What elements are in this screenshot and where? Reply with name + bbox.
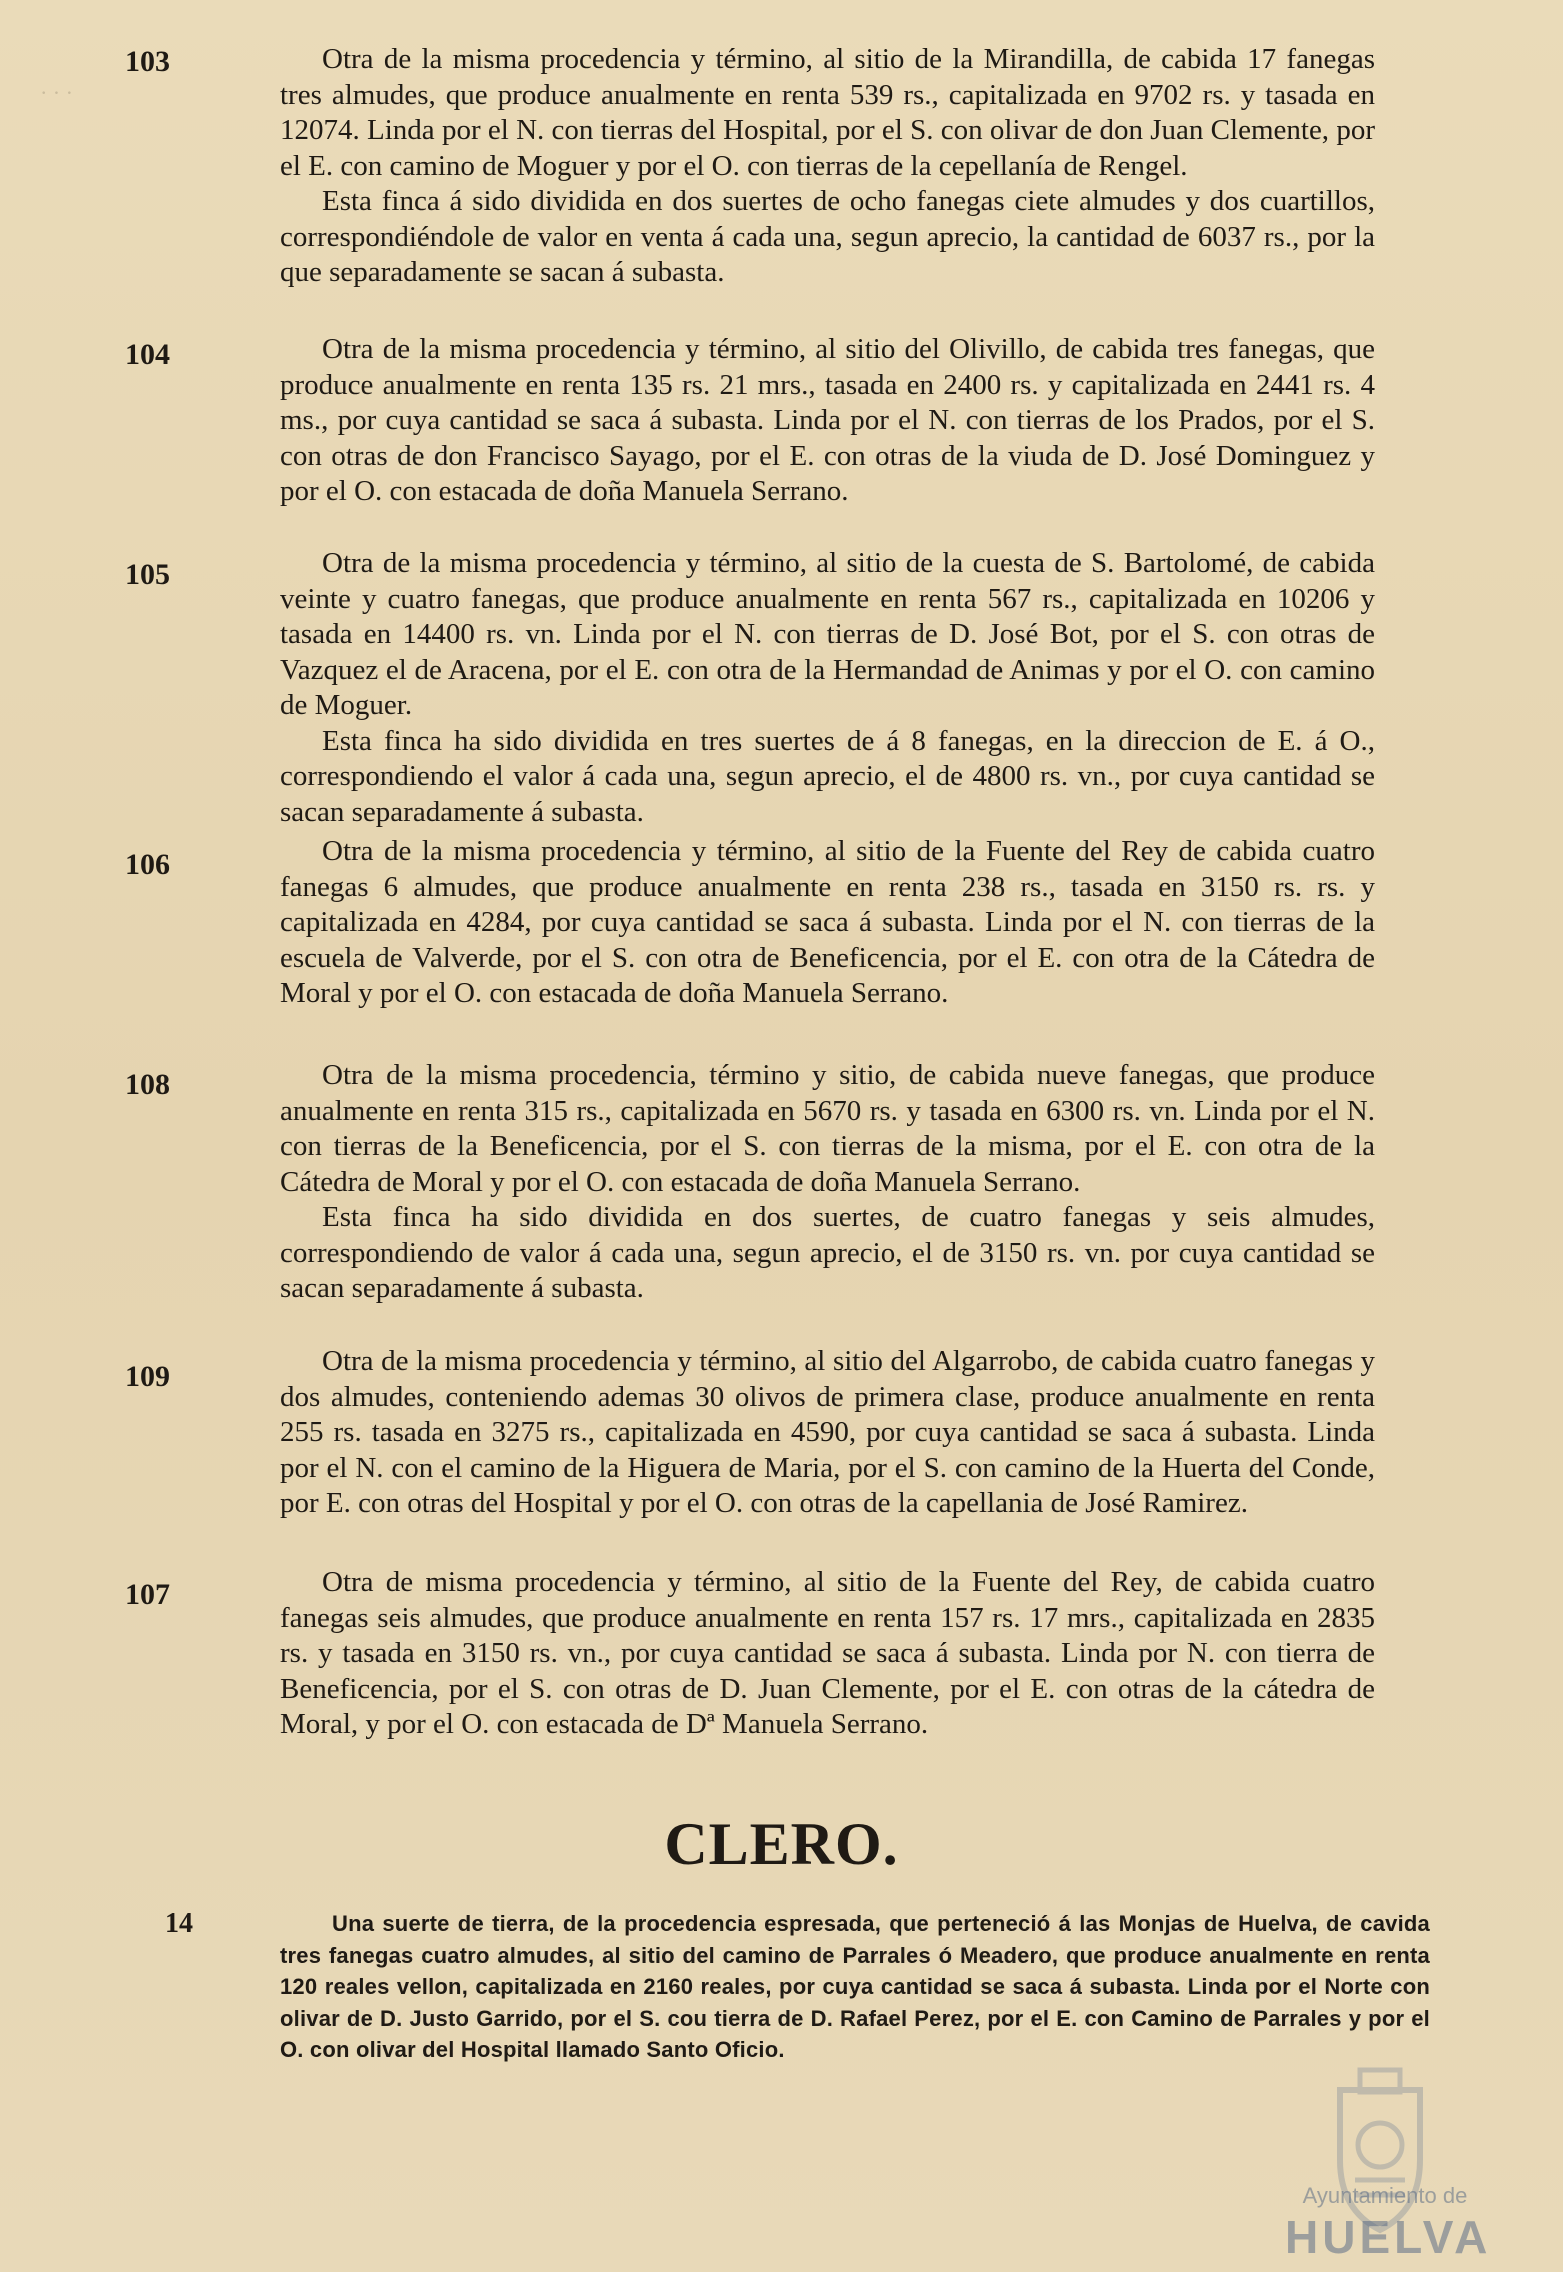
lot-number: 104 <box>125 338 170 371</box>
lot-description <box>280 1344 1375 1522</box>
lot-paragraph: Otra de misma procedencia y término, al sitio de la Fuente del Rey, de cabida cuatro fanegas seis almudes, que produce anualmente en renta 157 rs. 17 mrs., capitalizada en 2835 rs. y tasada en 3150 rs. vn., por cuya cantidad se saca á subasta. Linda por N. con tierra de Beneficencia, por el S. con otras de D. Juan Clemente, por el E. con otras de la cátedra de Moral, y por el O. con estacada de Dª Manuela Serrano. <box>280 1566 1375 1740</box>
lot-paragraph: Otra de la misma procedencia y término, al sitio de la Fuente del Rey de cabida cuatro fanegas 6 almudes, que produce anualmente en renta 238 rs., tasada en 3150 rs. rs. y capitalizada en 4284, por cuya cantidad se saca á subasta. Linda por el N. con tierras de la escuela de Valverde, por el S. con otra de Beneficencia, por el E. con otra de la Cátedra de Moral y por el O. con estacada de doña Manuela Serrano. <box>280 835 1375 1009</box>
lot-number: 105 <box>125 558 170 591</box>
lot-number: 106 <box>125 848 170 881</box>
bleed-through-text: · · · <box>40 80 73 105</box>
lot-number: 108 <box>125 1068 170 1101</box>
clero-lot-description: Una suerte de tierra, de la procedencia espresada, que perteneció á las Monjas de Huelva, de cavida tres fanegas cuatro almudes, al sitio del camino de Parrales ó Meadero, que produce anualmente en renta 120 reales vellon, capitalizada en 2160 reales, por cuya cantidad se saca á subasta. Linda por el Norte con olivar de D. Justo Garrido, por el S. cou tierra de D. Rafael Perez, por el E. con Camino de Parrales y por el O. con olivar del Hospital llamado Santo Oficio. <box>280 1911 1430 2062</box>
lot-description <box>280 42 1375 291</box>
lot-paragraph: Esta finca ha sido dividida en tres suertes de á 8 fanegas, en la direccion de E. á O., correspondiendo el valor á cada una, segun aprecio, el de 4800 rs. vn., por cuya cantidad se sacan separadamente á subasta. <box>280 724 1375 828</box>
watermark-line-1: Ayuntamiento de <box>1302 2183 1468 2208</box>
lot-number: 103 <box>125 45 170 78</box>
lot-description <box>280 1565 1375 1743</box>
lot-description <box>280 1058 1375 1307</box>
lot-description <box>280 332 1375 510</box>
lot-paragraph: Otra de la misma procedencia y término, al sitio de la Mirandilla, de cabida 17 fanegas tres almudes, que produce anualmente en renta 539 rs., capitalizada en 9702 rs. y tasada en 12074. Linda por el N. con tierras del Hospital, por el S. con olivar de don Juan Clemente, por el E. con camino de Moguer y por el O. con tierras de la cepellanía de Rengel. <box>280 43 1375 182</box>
lot-number: 14 <box>165 1908 193 1939</box>
lot-description <box>280 546 1375 830</box>
lot-paragraph: Esta finca ha sido dividida en dos suertes, de cuatro fanegas y seis almudes, correspondiendo de valor á cada una, segun aprecio, el de 3150 rs. vn. por cuya cantidad se sacan separadamente á subasta. <box>280 1201 1375 1304</box>
watermark-line-2: HUELVA <box>1285 2211 1492 2263</box>
section-title: CLERO. <box>664 1811 899 1877</box>
lot-paragraph: Otra de la misma procedencia, término y sitio, de cabida nueve fanegas, que produce anualmente en renta 315 rs., capitalizada en 5670 rs. y tasada en 6300 rs. vn. Linda por el N. con tierras de la Beneficencia, por el S. con tierras de la misma, por el E. con otra de la Cátedra de Moral y por el O. con estacada de doña Manuela Serrano. <box>280 1059 1375 1198</box>
lot-number: 109 <box>125 1360 170 1393</box>
lot-paragraph: Otra de la misma procedencia y término, al sitio del Algarrobo, de cabida cuatro fanegas y dos almudes, conteniendo ademas 30 olivos de primera clase, produce anualmente en renta 255 rs. tasada en 3275 rs., capitalizada en 4590, por cuya cantidad se saca á subasta. Linda por el N. con el camino de la Higuera de Maria, por el S. con camino de la Huerta del Conde, por E. con otras del Hospital y por el O. con otras de la capellania de José Ramirez. <box>280 1345 1375 1519</box>
lot-paragraph: Otra de la misma procedencia y término, al sitio del Olivillo, de cabida tres fanegas, que produce anualmente en renta 135 rs. 21 mrs., tasada en 2400 rs. y capitalizada en 2441 rs. 4 ms., por cuya cantidad se saca á subasta. Linda por el N. con tierras de los Prados, por el S. con otras de don Francisco Sayago, por el E. con otras de la viuda de D. José Dominguez y por el O. con estacada de doña Manuela Serrano. <box>280 333 1375 507</box>
lot-paragraph: Otra de la misma procedencia y término, al sitio de la cuesta de S. Bartolomé, de cabida veinte y cuatro fanegas, que produce anualmente en renta 567 rs., capitalizada en 10206 y tasada en 14400 rs. vn. Linda por el N. con tierras de D. José Bot, por el S. con otras de Vazquez el de Aracena, por el E. con otra de la Hermandad de Animas y por el O. con camino de Moguer. <box>280 547 1375 721</box>
lot-description <box>280 834 1375 1012</box>
lot-paragraph: Esta finca á sido dividida en dos suertes de ocho fanegas ciete almudes y dos cuartillos, correspondiéndole de valor en venta á cada una, segun aprecio, la cantidad de 6037 rs., por la que separadamente se sacan á subasta. <box>280 185 1375 288</box>
lot-number: 107 <box>125 1578 170 1611</box>
